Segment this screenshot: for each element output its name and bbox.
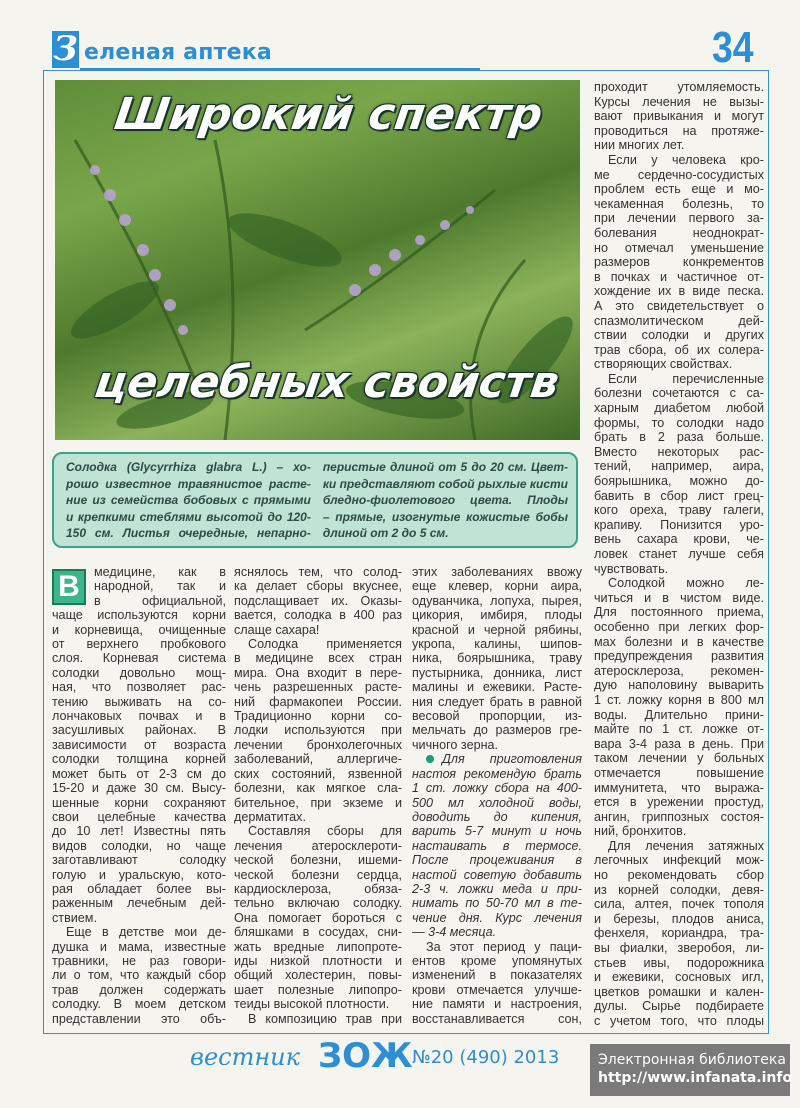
text-line: 15-20 и даже 30 см. Высу- xyxy=(52,781,226,796)
text-line: вают привыкания и могут xyxy=(594,109,764,124)
magazine-logo-bold: ЗОЖ xyxy=(318,1036,413,1076)
text-line: А это свидетельствует о xyxy=(594,298,764,313)
text-line: ческой болезни, ишеми- xyxy=(234,853,402,868)
text-line: атеросклероза, рекомен- xyxy=(594,663,764,678)
licorice-photo xyxy=(55,80,580,440)
text-line: чичного зерна. xyxy=(412,737,499,752)
text-line: иммунитета, что выража- xyxy=(594,780,764,795)
text-line: проблем есть еще и мо- xyxy=(594,182,764,197)
article-title-line2: целебных свойств xyxy=(91,357,563,408)
paragraph xyxy=(594,80,764,153)
text-line: засушливых районах. В xyxy=(52,723,226,738)
text-line: Она помогает бороться с xyxy=(234,910,402,925)
header-divider xyxy=(80,68,480,70)
text-line: стьев ивы, подорожника xyxy=(594,955,764,970)
caption-line: бледно-фиолетового цвета. Плоды xyxy=(322,493,568,507)
text-line: спазмолитическом дей- xyxy=(594,313,764,328)
text-line: тению выживать на со- xyxy=(52,694,226,709)
text-line: до 10 лет! Известны пять xyxy=(52,824,226,839)
text-line: ли о том, что каждый сбор xyxy=(52,968,226,983)
text-line: особенно при легких фор- xyxy=(594,619,764,634)
text-line: иды низкой плотности и xyxy=(234,953,402,968)
text-line: дулы. Сырье подбираете xyxy=(594,999,764,1014)
text-line: рая обладает более вы- xyxy=(52,881,226,896)
text-line: вень сахара крови, че- xyxy=(594,532,764,547)
text-line: цикория, имбиря, плоды xyxy=(412,608,582,623)
text-line: нимать по 50-70 мл в те- xyxy=(412,896,582,911)
text-line: народной, так и xyxy=(94,579,226,594)
text-line: подслащивает их. Оказы- xyxy=(234,593,402,608)
text-line: и березы, плодов аниса, xyxy=(594,911,764,926)
text-line: Если у человека кро- xyxy=(608,152,764,167)
text-line: малины и ежевики. Расте- xyxy=(412,680,582,695)
caption-line: перистые длиной от 5 до 20 см. Цвет- xyxy=(322,460,568,474)
text-line: харным диабетом любой xyxy=(594,401,764,416)
text-line: проходит утомляемость. xyxy=(594,80,764,94)
text-line: дую наполовину выварить xyxy=(594,678,764,693)
caption-line: рошо известное травянистое расте- xyxy=(66,476,311,491)
text-line: чаще используются корни xyxy=(52,608,226,623)
article-column-3 xyxy=(412,565,582,1026)
drop-cap: В xyxy=(52,569,86,605)
magazine-logo-script: вестник xyxy=(190,1043,300,1071)
library-watermark xyxy=(590,1044,793,1096)
text-line: Еще в детстве мои де- xyxy=(66,925,226,940)
text-line: брать в 2 раза больше. xyxy=(594,430,764,445)
text-line: чекаменная болезнь, то xyxy=(594,196,764,211)
text-line: тений, например, аира, xyxy=(594,459,764,474)
text-line: мира. Она входит в пере- xyxy=(234,665,402,680)
text-line: трав должен содержать xyxy=(52,982,226,997)
text-line: весовой пропорции, из- xyxy=(412,709,582,724)
caption-line: ки представляют собой рыхлые кисти xyxy=(322,476,568,491)
text-line: но рекомендовать сбор xyxy=(594,868,764,883)
text-line: солодки толщина корней xyxy=(52,752,226,767)
text-line: жать вредные липопроте- xyxy=(234,939,402,954)
text-line: проводиться на протяже- xyxy=(594,123,764,138)
text-line: мельчать до размеров гре- xyxy=(412,723,582,738)
paragraph xyxy=(52,565,226,925)
watermark-url[interactable]: http://www.infanata.info xyxy=(598,1070,793,1086)
text-line: вара 3-4 раза в день. При xyxy=(594,736,764,751)
text-line: варить 5-7 минут и ночь xyxy=(412,824,582,839)
text-line: заболеваний, аллергиче- xyxy=(234,752,402,767)
text-line: восстанавливается сон, xyxy=(412,1011,582,1026)
text-line: Если перечисленные xyxy=(608,371,764,386)
caption-line: ние из семейства бобовых с прямыми xyxy=(66,493,311,507)
text-line: хождение их в виде песка. xyxy=(594,284,764,299)
text-line: кого ореха, траву галеги, xyxy=(594,503,764,518)
text-line: бительное, при экземе и xyxy=(234,795,402,810)
text-line: В композицию трав при xyxy=(248,1011,402,1026)
text-line: вы фиалки, зверобоя, ли- xyxy=(594,941,764,956)
text-line: заготавливают солодку xyxy=(52,853,226,868)
text-line: болезни, как мягкое сла- xyxy=(234,781,402,796)
paragraph xyxy=(234,1012,402,1026)
issue-number: №20 (490) 2013 xyxy=(412,1047,560,1068)
text-line: — 3-4 месяца. xyxy=(412,925,497,940)
text-line: Курсы лечения не вызы- xyxy=(594,94,764,109)
paragraph xyxy=(594,153,764,372)
text-line: но отмечал уменьшение xyxy=(594,240,764,255)
text-line: и ежевики, сосновых игл, xyxy=(594,970,764,985)
text-line: ствием. xyxy=(52,910,97,925)
text-line: солодки довольно мощ- xyxy=(52,665,226,680)
text-line: общий холестерин, повы- xyxy=(234,968,402,983)
text-line: вается, солодка в 400 раз xyxy=(234,608,402,623)
text-line: Традиционно корни со- xyxy=(234,709,402,724)
caption-line: и крепкими стеблями высотой до 120- xyxy=(66,509,311,524)
text-line: ний, бронхитов. xyxy=(594,824,687,839)
text-line: ентов кроме упомянутых xyxy=(412,953,582,968)
text-line: представлении это объ- xyxy=(52,1011,226,1026)
text-line: этих заболеваниях ввожу xyxy=(412,565,582,579)
caption-line: длиной от 2 до 5 см. xyxy=(322,526,449,540)
paragraph xyxy=(412,752,582,939)
text-line: одуванчика, лопуха, пырея, xyxy=(412,593,582,608)
text-line: дерматитах. xyxy=(234,809,306,824)
text-line: Солодкой можно ле- xyxy=(608,576,764,591)
text-line: ка делает сборы вкуснее, xyxy=(234,579,402,594)
paragraph xyxy=(412,940,582,1026)
text-line: голую и уральскую, кото- xyxy=(52,867,226,882)
text-line: отмечается повышение xyxy=(594,765,764,780)
text-line: Вместо некоторых рас- xyxy=(594,444,764,459)
plant-description-box xyxy=(52,452,578,548)
text-line: слоя. Корневая система xyxy=(52,651,226,666)
text-line: кардиосклероза, обяза- xyxy=(234,881,402,896)
text-line: ствии солодки и других xyxy=(594,328,764,343)
section-title: еленая аптека xyxy=(84,40,272,65)
text-line: трав сбора, об их солера- xyxy=(594,342,764,357)
text-line: Солодка применяется xyxy=(248,637,402,652)
text-line: ния следует брать в равной xyxy=(412,694,582,709)
paragraph xyxy=(52,925,226,1026)
text-line: свои целебные качества xyxy=(52,809,226,824)
text-line: лечении бронхолегочных xyxy=(234,737,402,752)
caption-left-column xyxy=(66,459,311,546)
section-initial: З xyxy=(53,29,78,69)
text-line: ских состояний, язвенной xyxy=(234,766,402,781)
text-line: 500 мл холодной воды, xyxy=(412,795,582,810)
text-line: бляшками в сосудах, сни- xyxy=(234,925,402,940)
text-line: из корней солодки, девя- xyxy=(594,882,764,897)
text-line: лодки используются при xyxy=(234,723,402,738)
text-line: медицине, как в xyxy=(94,565,226,579)
paragraph xyxy=(412,565,582,752)
text-line: и корневища, очищенные xyxy=(52,622,226,637)
text-line: ние памяти и настроения, xyxy=(412,997,582,1012)
text-line: мах болезни и в качестве xyxy=(594,634,764,649)
text-line: раженным лечебным дей- xyxy=(52,896,226,911)
text-line: от верхнего пробкового xyxy=(52,637,226,652)
text-line: может быть от 2-3 см до xyxy=(52,766,226,781)
caption-line: Солодка (Glycyrrhiza glabra L.) – хо- xyxy=(66,460,311,474)
text-line: створяющих свойствах. xyxy=(594,357,733,372)
text-line: читься и в чистом виде. xyxy=(594,590,764,605)
text-line: бавить в сбор лист грец- xyxy=(594,488,764,503)
text-line-content: Для приготовления xyxy=(442,752,582,767)
text-line: ме сердечно-сосудистых xyxy=(594,167,764,182)
text-line xyxy=(412,752,582,766)
text-line: пустырника, донника, лист xyxy=(412,665,582,680)
text-line: с учетом того, что плоды xyxy=(594,1014,764,1028)
article-column-2 xyxy=(234,565,402,1026)
text-line: Составляя сборы для xyxy=(248,824,402,839)
article-column-4 xyxy=(594,80,764,1029)
text-line: красной и черной рябины, xyxy=(412,622,582,637)
text-line: изменений в показателях xyxy=(412,968,582,983)
text-line: нии многих лет. xyxy=(594,138,685,153)
text-line: шает полезные липопро- xyxy=(234,982,402,997)
text-line: ческой болезни сердца, xyxy=(234,867,402,882)
text-line: ется в урежении простуд, xyxy=(594,795,764,810)
watermark-title: Электронная библиотека xyxy=(598,1052,786,1068)
text-line: видов солодки, но чаще xyxy=(52,838,226,853)
text-line: лончаковых почвах и в xyxy=(52,709,226,724)
text-line: лечения атеросклероти- xyxy=(234,838,402,853)
text-line: 2-3 ч. ложки меда и при- xyxy=(412,881,582,896)
text-line: ловек станет лучше себя xyxy=(594,547,764,561)
text-line: размеров конкрементов xyxy=(594,255,764,270)
text-line: солодку. В моем детском xyxy=(52,997,226,1012)
caption-right-column xyxy=(323,459,568,546)
article-title-line1: Широкий спектр xyxy=(111,89,546,140)
bullet-icon xyxy=(426,755,434,763)
text-line: настаивать в термосе. xyxy=(412,838,582,853)
text-line: 1 ст. ложку сбора на 400- xyxy=(412,781,582,796)
text-line: в официальной, xyxy=(94,593,226,608)
text-line: цветков ромашки и кален- xyxy=(594,984,764,999)
text-line: майте по 1 ст. ложке от- xyxy=(594,722,764,737)
text-line: укропа, калины, шипов- xyxy=(412,637,582,652)
text-line: фенхеля, кориандра, тра- xyxy=(594,926,764,941)
text-line: ний фармакопеи России. xyxy=(234,694,402,709)
text-line: 1 ст. ложку корня в 800 мл xyxy=(594,692,764,707)
text-line: слаще сахара! xyxy=(234,622,320,637)
text-line: болезни сочетаются с са- xyxy=(594,386,764,401)
paragraph xyxy=(594,576,764,839)
text-line: шенные корни сохраняют xyxy=(52,795,226,810)
text-line: яснялось тем, что солод- xyxy=(234,565,402,579)
text-line: предупреждения развития xyxy=(594,649,764,664)
text-line: настоя рекомендую брать xyxy=(412,766,582,781)
text-line: формы, то солодки надо xyxy=(594,415,764,430)
text-line: в почках и частичное от- xyxy=(594,269,764,284)
text-line: легочных инфекций мож- xyxy=(594,853,764,868)
paragraph xyxy=(234,565,402,637)
caption-line: – прямые, изогнутые кожистые бобы xyxy=(322,509,568,524)
text-line: сила, алтея, почек тополя xyxy=(594,897,764,912)
page-number: 34 xyxy=(712,23,754,72)
text-line: теиды высокой плотности. xyxy=(234,997,390,1012)
text-line: настой советую добавить xyxy=(412,867,582,882)
text-line: при лечении первого за- xyxy=(594,211,764,226)
text-line: Для постоянного приема, xyxy=(594,605,764,620)
text-line: еще клевер, корни аира, xyxy=(412,579,582,594)
text-line: ангин, гриппозных состоя- xyxy=(594,809,764,824)
paragraph xyxy=(594,839,764,1029)
text-line: За этот период у паци- xyxy=(426,939,582,954)
text-line: После процеживания в xyxy=(412,853,582,868)
text-line: Для лечения затяжных xyxy=(608,838,764,853)
caption-line: 150 см. Листья очередные, непарно- xyxy=(66,526,311,540)
paragraph xyxy=(594,372,764,576)
paragraph xyxy=(234,824,402,1011)
text-line: зависимости от возраста xyxy=(52,737,226,752)
text-line: боярышника, можно до- xyxy=(594,474,764,489)
article-column-1 xyxy=(52,565,226,1026)
text-line: чень разрешенных расте- xyxy=(234,680,402,695)
text-line: ника, боярышника, траву xyxy=(412,651,582,666)
text-line: крапиву. Понизится уро- xyxy=(594,517,764,532)
text-line: тельно включаю солодку. xyxy=(234,896,402,911)
text-line: в медицине всех стран xyxy=(234,651,402,666)
text-line: доводить до кипения, xyxy=(412,809,582,824)
text-line: воды. Длительно прини- xyxy=(594,707,764,722)
text-line: болевания неоднократ- xyxy=(594,225,764,240)
text-line: чение дня. Курс лечения xyxy=(412,910,582,925)
text-line: ная, что позволяет рас- xyxy=(52,680,226,695)
paragraph xyxy=(234,637,402,824)
text-line: крови отмечается улучше- xyxy=(412,982,582,997)
text-line: таком лечении у больных xyxy=(594,751,764,766)
text-line: травники, не раз говори- xyxy=(52,953,226,968)
text-line: душка и мама, известные xyxy=(52,939,226,954)
text-line: чувствовать. xyxy=(594,561,669,576)
